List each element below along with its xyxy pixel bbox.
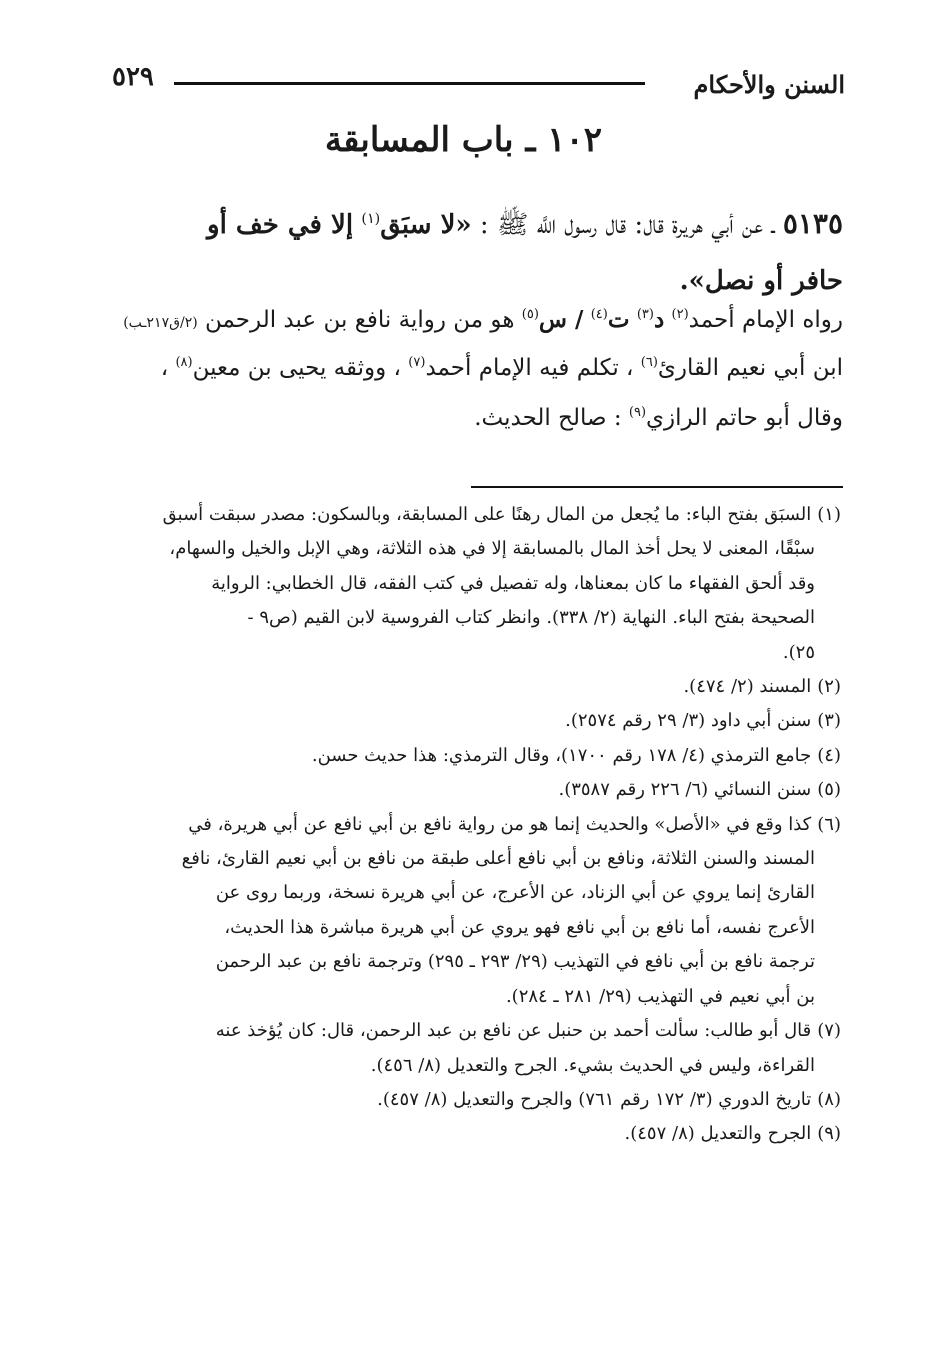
takhrij-text: ، (160, 355, 169, 381)
footnote-line: القارئ إنما يروي عن أبي الزناد، عن الأعرج، عن أبي هريرة نسخة، وربما روى عن (215, 882, 815, 904)
takhrij-line-2 (8, 344, 843, 392)
running-head-rule (174, 82, 645, 85)
footnote-line: ٢٥). (782, 641, 815, 663)
takhrij-line-1 (8, 296, 843, 347)
source-symbol-s: / س (538, 306, 584, 333)
footnote-mark: (٦) (817, 813, 841, 835)
takhrij-text: رواه الإمام أحمد (688, 307, 843, 333)
footnote-ref: (١) (361, 211, 381, 227)
footnote-line: الصحيحة بفتح الباء. النهاية (٢/ ٣٣٨). وانظر كتاب الفروسية لابن القيم (ص٩ - (247, 607, 815, 629)
footnote-7 (86, 1014, 841, 1083)
footnote-ref: (٥) (521, 306, 539, 322)
takhrij-text: ، تكلم فيه الإمام أحمد (425, 355, 634, 381)
footnote-mark: (٨) (817, 1088, 841, 1110)
footnote-line: ترجمة نافع بن أبي نافع في التهذيب (٢٩/ ٢٩٣ ـ ٢٩٥) وترجمة نافع بن عبد الرحمن (215, 951, 815, 973)
manuscript-ref: (٢/ق٢١٧ـب) (123, 315, 198, 331)
takhrij-text: هو من رواية نافع بن عبد الرحمن (205, 307, 515, 333)
footnote-line: القراءة، وليس في الحديث بشيء. الجرح والتعديل (٨/ ٤٥٦). (370, 1054, 815, 1076)
hadith-matn-c: حافر أو نصل». (679, 266, 843, 296)
hadith-narrator: ـ عن أبي هريرة قال: قال رسول اللَّه ﷺ : (479, 210, 775, 240)
footnote-8 (86, 1083, 841, 1117)
footnote-4 (86, 739, 841, 773)
footnote-mark: (٩) (817, 1123, 841, 1145)
footnote-2 (86, 670, 841, 704)
takhrij-text: : صالح الحديث. (474, 405, 622, 431)
footnote-separator (471, 486, 843, 488)
takhrij-text: ابن أبي نعيم القارئ (657, 355, 843, 381)
footnote-mark: (٤) (817, 744, 841, 766)
source-symbol-t: ت (607, 306, 630, 333)
footnote-line: قال أبو طالب: سألت أحمد بن حنبل عن نافع بن عبد الرحمن، قال: كان يُؤخذ عنه (215, 1020, 812, 1042)
footnote-5 (86, 773, 841, 807)
footnote-line: السبَق بفتح الباء: ما يُجعل من المال رهنًا على المسابقة، وبالسكون: مصدر سبقت أسبق (162, 504, 812, 525)
footnote-line: بن أبي نعيم في التهذيب (٢٩/ ٢٨١ ـ ٢٨٤). (505, 985, 815, 1007)
footnote-line: المسند والسنن الثلاثة، ونافع بن أبي نافع أعلى طبقة من نافع بن أبي نعيم القارئ، نافع (181, 848, 815, 870)
footnote-line: الجرح والتعديل (٨/ ٤٥٧). (624, 1123, 812, 1145)
footnote-ref: (٨) (175, 354, 193, 370)
footnote-mark: (١) (817, 504, 841, 525)
page-number: ٥٢٩ (112, 62, 154, 92)
footnote-ref: (٢) (671, 306, 689, 322)
footnote-mark: (٥) (817, 779, 841, 801)
footnote-line: الأعرج نفسه، أما نافع بن أبي نافع فهو يروي عن أبي هريرة مباشرة هذا الحديث، (224, 916, 815, 938)
hadith-text (80, 196, 843, 309)
footnote-9 (86, 1117, 841, 1151)
footnote-ref: (٦) (640, 354, 658, 370)
source-symbol-d: د (653, 306, 665, 333)
footnote-mark: (٢) (817, 676, 841, 698)
footnote-line: سنن أبي داود (٣/ ٢٩ رقم ٢٥٧٤). (565, 710, 812, 732)
footnote-6 (86, 808, 841, 1014)
takhrij-line-3 (8, 394, 843, 442)
running-head (112, 62, 845, 102)
takhrij-text: ، ووثقه يحيى بن معين (192, 355, 401, 381)
footnote-3 (86, 704, 841, 738)
footnote-line: جامع الترمذي (٤/ ١٧٨ رقم ١٧٠٠)، وقال الترمذي: هذا حديث حسن. (311, 744, 812, 766)
footnotes (86, 498, 841, 1152)
hadith-matn-b: إلا في خف أو (207, 210, 354, 240)
running-head-title: السنن والأحكام (693, 70, 845, 99)
hadith-number: ٥١٣٥ (782, 207, 843, 240)
hadith-matn-a: «لا سبَق (380, 210, 472, 240)
footnote-1 (86, 498, 841, 670)
footnote-line: المسند (٢/ ٤٧٤). (683, 676, 812, 698)
footnote-line: تاريخ الدوري (٣/ ١٧٢ رقم ٧٦١) والجرح والتعديل (٨/ ٤٥٧). (377, 1088, 812, 1110)
footnote-ref: (٤) (590, 306, 608, 322)
footnote-line: سبْقًا، المعنى لا يحل أخذ المال بالمسابقة إلا في هذه الثلاثة، وهي الإبل والخيل والسهام، (169, 538, 815, 560)
chapter-title: ١٠٢ ـ باب المسابقة (324, 120, 603, 160)
footnote-ref: (٧) (408, 354, 426, 370)
footnote-mark: (٧) (817, 1020, 841, 1042)
takhrij-text: وقال أبو حاتم الرازي (646, 405, 843, 431)
footnote-line: سنن النسائي (٦/ ٢٢٦ رقم ٣٥٨٧). (558, 779, 812, 801)
footnote-ref: (٩) (628, 404, 647, 420)
footnote-ref: (٣) (636, 306, 654, 322)
footnote-line: وقد ألحق الفقهاء ما كان بمعناها، وله تفصيل في كتب الفقه، قال الخطابي: الرواية (211, 572, 815, 594)
footnote-mark: (٣) (817, 710, 841, 732)
footnote-line: كذا وقع في «الأصل» والحديث إنما هو من رواية نافع بن أبي نافع عن أبي هريرة، في (188, 813, 812, 835)
